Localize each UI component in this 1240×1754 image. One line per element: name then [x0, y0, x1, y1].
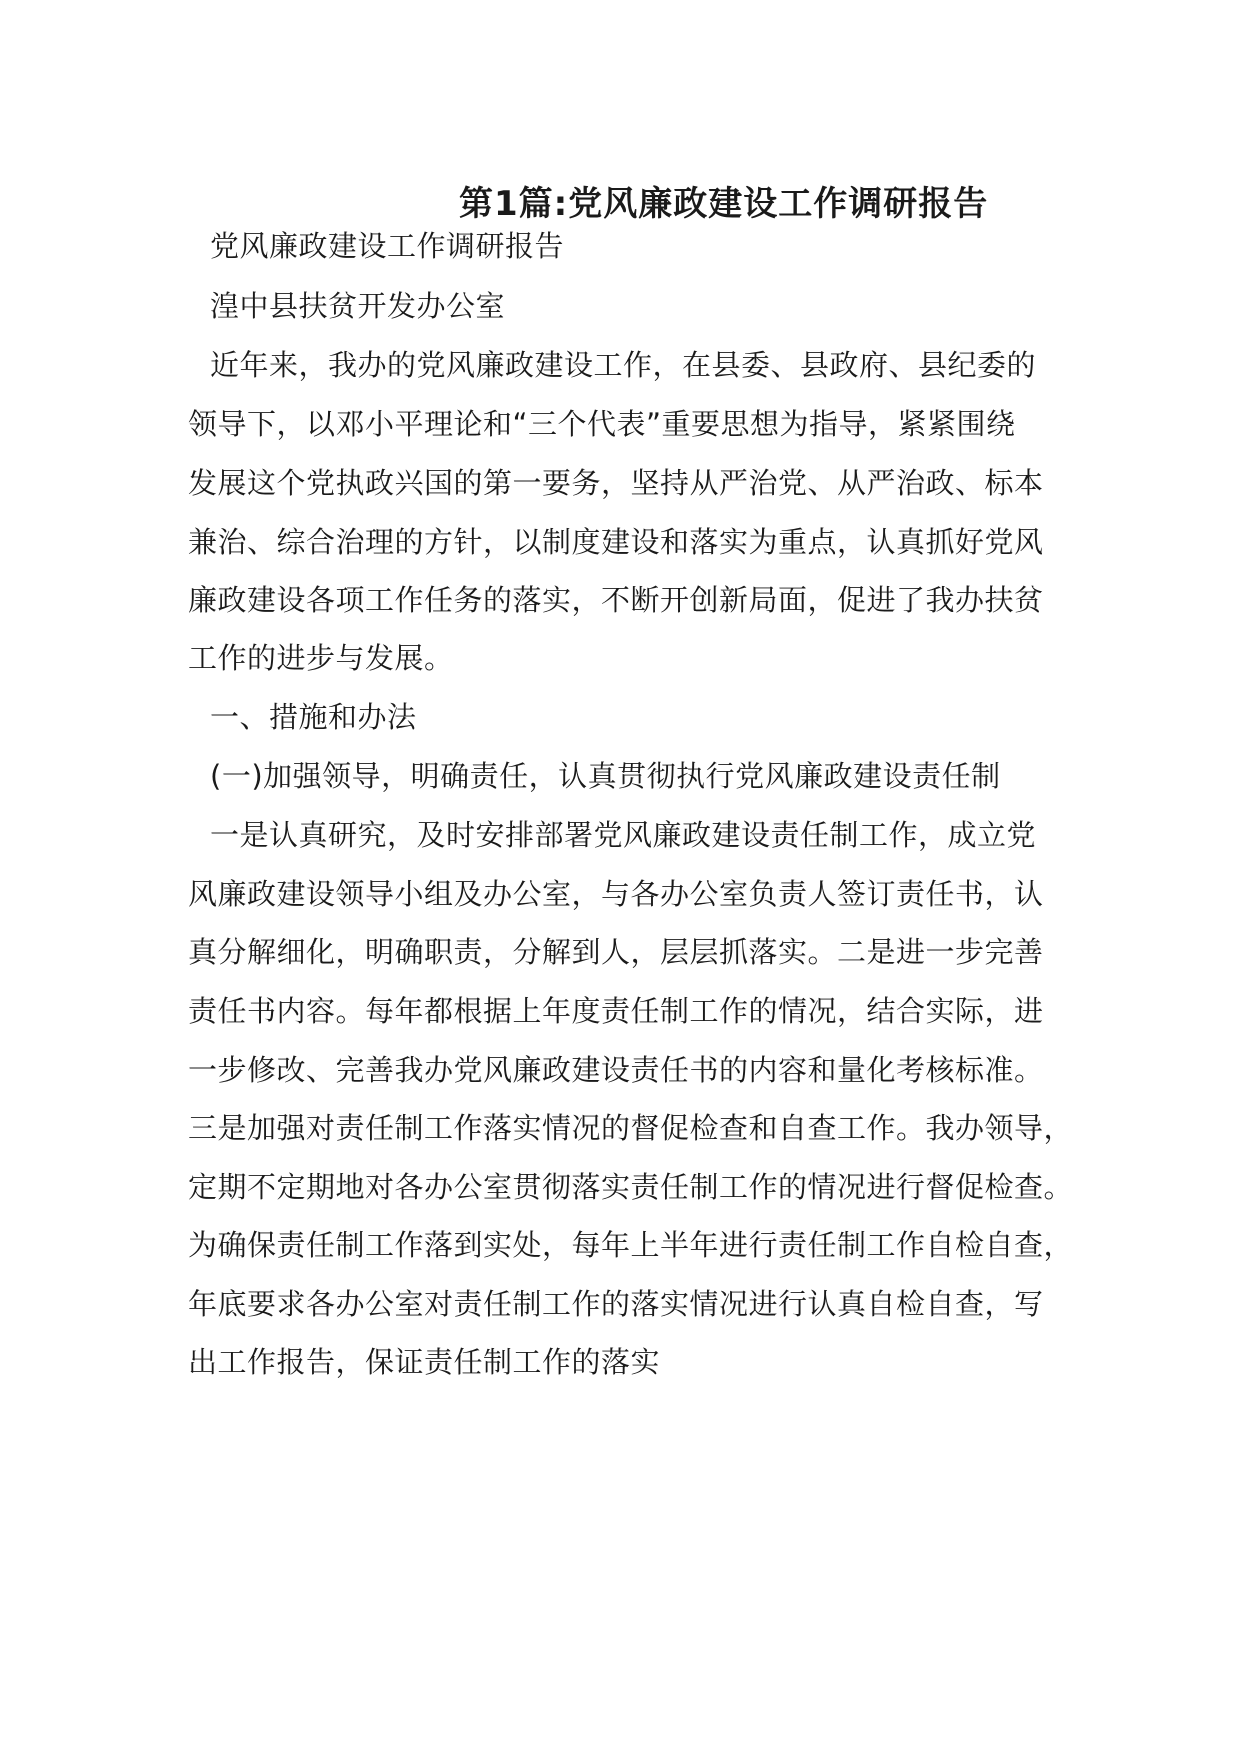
paragraph-line: 工作的进步与发展。 [188, 641, 454, 675]
section-heading: 一、措施和办法 [210, 700, 417, 734]
author-line: 湟中县扶贫开发办公室 [210, 289, 506, 323]
paragraph-line: 兼治、综合治理的方针，以制度建设和落实为重点，认真抓好党风 [188, 525, 1044, 559]
paragraph-line: 责任书内容。每年都根据上年度责任制工作的情况，结合实际，进 [188, 994, 1044, 1028]
paragraph-line: 近年来，我办的党风廉政建设工作，在县委、县政府、县纪委的 [210, 348, 1037, 382]
paragraph-line: 真分解细化，明确职责，分解到人，层层抓落实。二是进一步完善 [188, 935, 1044, 969]
paragraph-line: 一步修改、完善我办党风廉政建设责任书的内容和量化考核标准。 [188, 1053, 1044, 1087]
subsection-heading: (一)加强领导，明确责任，认真贯彻执行党风廉政建设责任制 [210, 759, 1001, 793]
paragraph-line: 为确保责任制工作落到实处，每年上半年进行责任制工作自检自查， [188, 1228, 1074, 1262]
paragraph-line: 廉政建设各项工作任务的落实，不断开创新局面，促进了我办扶贫 [188, 583, 1044, 617]
paragraph-line: 领导下，以邓小平理论和“三个代表”重要思想为指导，紧紧围绕 [188, 407, 1016, 441]
paragraph-line: 一是认真研究，及时安排部署党风廉政建设责任制工作，成立党 [210, 818, 1037, 852]
paragraph-line: 三是加强对责任制工作落实情况的督促检查和自查工作。我办领导， [188, 1111, 1074, 1145]
paragraph-line: 出工作报告，保证责任制工作的落实 [188, 1345, 661, 1379]
paragraph-line: 发展这个党执政兴国的第一要务，坚持从严治党、从严治政、标本 [188, 466, 1044, 500]
paragraph-line: 风廉政建设领导小组及办公室，与各办公室负责人签订责任书，认 [188, 877, 1044, 911]
paragraph-line: 定期不定期地对各办公室贯彻落实责任制工作的情况进行督促检查。 [188, 1170, 1074, 1204]
document-title: 第1篇:党风廉政建设工作调研报告 [459, 184, 989, 224]
subtitle: 党风廉政建设工作调研报告 [210, 229, 565, 263]
paragraph-line: 年底要求各办公室对责任制工作的落实情况进行认真自检自查，写 [188, 1287, 1044, 1321]
